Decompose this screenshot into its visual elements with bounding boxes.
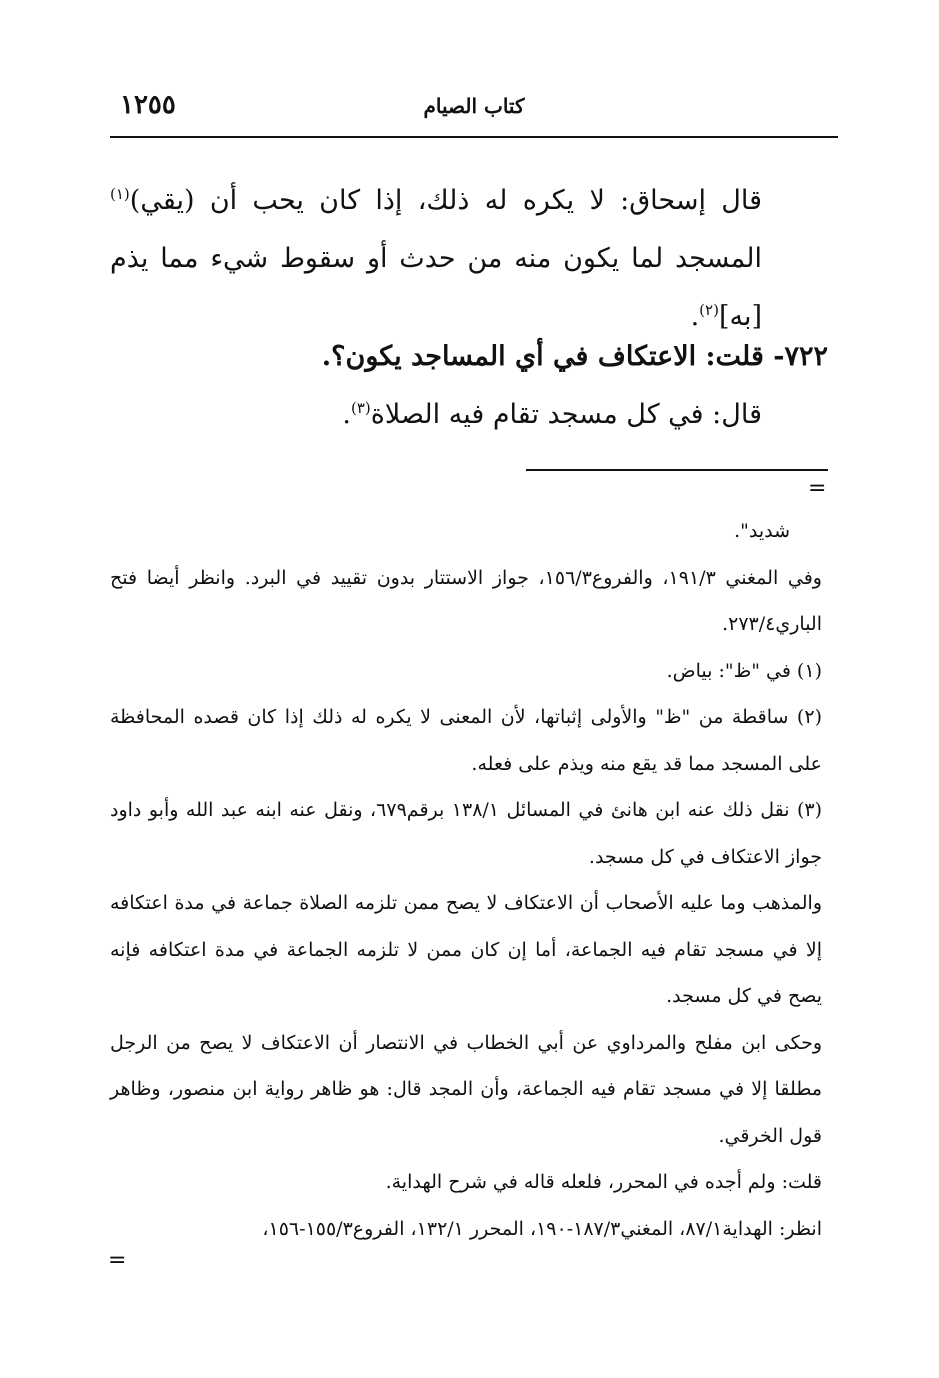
question-line: [110, 328, 828, 386]
answer-end: .: [342, 399, 351, 430]
footnote-3-ibn-muflih: وحكى ابن مفلح والمرداوي عن أبي الخطاب في الانتصار أن الاعتكاف لا يصح من الرجل مطلقا إلا في مسجد تقام فيه الجماعة، وأن المجد قال: هو ظاهر رواية ابن منصور، وظاهر قول الخرقي.: [110, 1031, 822, 1147]
question-number: ٧٢٢-: [763, 341, 828, 372]
ishaq-text-part1: قال إسحاق: لا يكره له ذلك، إذا كان يحب أن (يقي): [129, 185, 762, 216]
footnotes-section: [110, 508, 822, 1252]
main-paragraph-ishaq: [110, 172, 762, 346]
page-header: [110, 88, 838, 134]
footnote-separator: [526, 469, 828, 471]
footnote-1: (١) في "ظ": بياض.: [666, 659, 822, 682]
continuation-mark-top: =: [808, 476, 827, 501]
running-title: كتاب الصيام: [423, 94, 525, 118]
page-number: ١٢٥٥: [120, 90, 176, 120]
footnote-continuation-1: شديد".: [734, 520, 790, 542]
footnote-3: (٣) نقل ذلك عنه ابن هانئ في المسائل ١٣٨/١ برقم٦٧٩، ونقل عنه ابنه عبد الله وأبو داود جواز الاعتكاف في كل مسجد.: [110, 799, 823, 868]
footnote-ref-3: (٣): [350, 399, 371, 417]
footnote-3-madhhab: والمذهب وما عليه الأصحاب أن الاعتكاف لا يصح ممن تلزمه الصلاة جماعة في مدة اعتكافه إلا في مسجد تقام فيه الجماعة، أما إن كان ممن لا تلزمه الجماعة في مدة اعتكافه فإنه يصح في كل مسجد.: [110, 892, 822, 1007]
question-722: [110, 328, 828, 444]
header-rule: [110, 136, 838, 138]
footnote-3-references: انظر: الهداية٨٧/١، المغني١٨٧/٣-١٩٠، المحرر ١٣٢/١، الفروع١٥٥/٣-١٥٦،: [262, 1217, 822, 1240]
footnote-3-note: قلت: ولم أجده في المحرر، فلعله قاله في شرح الهداية.: [385, 1171, 822, 1193]
ishaq-statement: [110, 172, 762, 346]
ishaq-text-end: .: [690, 301, 700, 332]
answer-text: قال: في كل مسجد تقام فيه الصلاة: [370, 399, 762, 430]
ishaq-text-part2: المسجد لما يكون منه من حدث أو سقوط شيء مما يذم [به]: [110, 243, 762, 332]
continuation-mark-bottom: =: [108, 1248, 127, 1273]
footnote-2: (٢) ساقطة من "ظ" والأولى إثباتها، لأن المعنى لا يكره له ذلك إذا كان قصده المحافظة على المسجد مما قد يقع منه ويذم على فعله.: [110, 706, 822, 775]
footnote-continuation-2: وفي المغني ١٩١/٣، والفروع١٥٦/٣، جواز الاستتار بدون تقييد في البرد. وانظر أيضا فتح الباري٢٧٣/٤.: [110, 566, 822, 635]
answer-line: [110, 386, 828, 444]
question-text: قلت: الاعتكاف في أي المساجد يكون؟.: [321, 341, 764, 372]
footnote-ref-2: (٢): [699, 301, 719, 319]
footnote-ref-1: (١): [110, 185, 130, 203]
